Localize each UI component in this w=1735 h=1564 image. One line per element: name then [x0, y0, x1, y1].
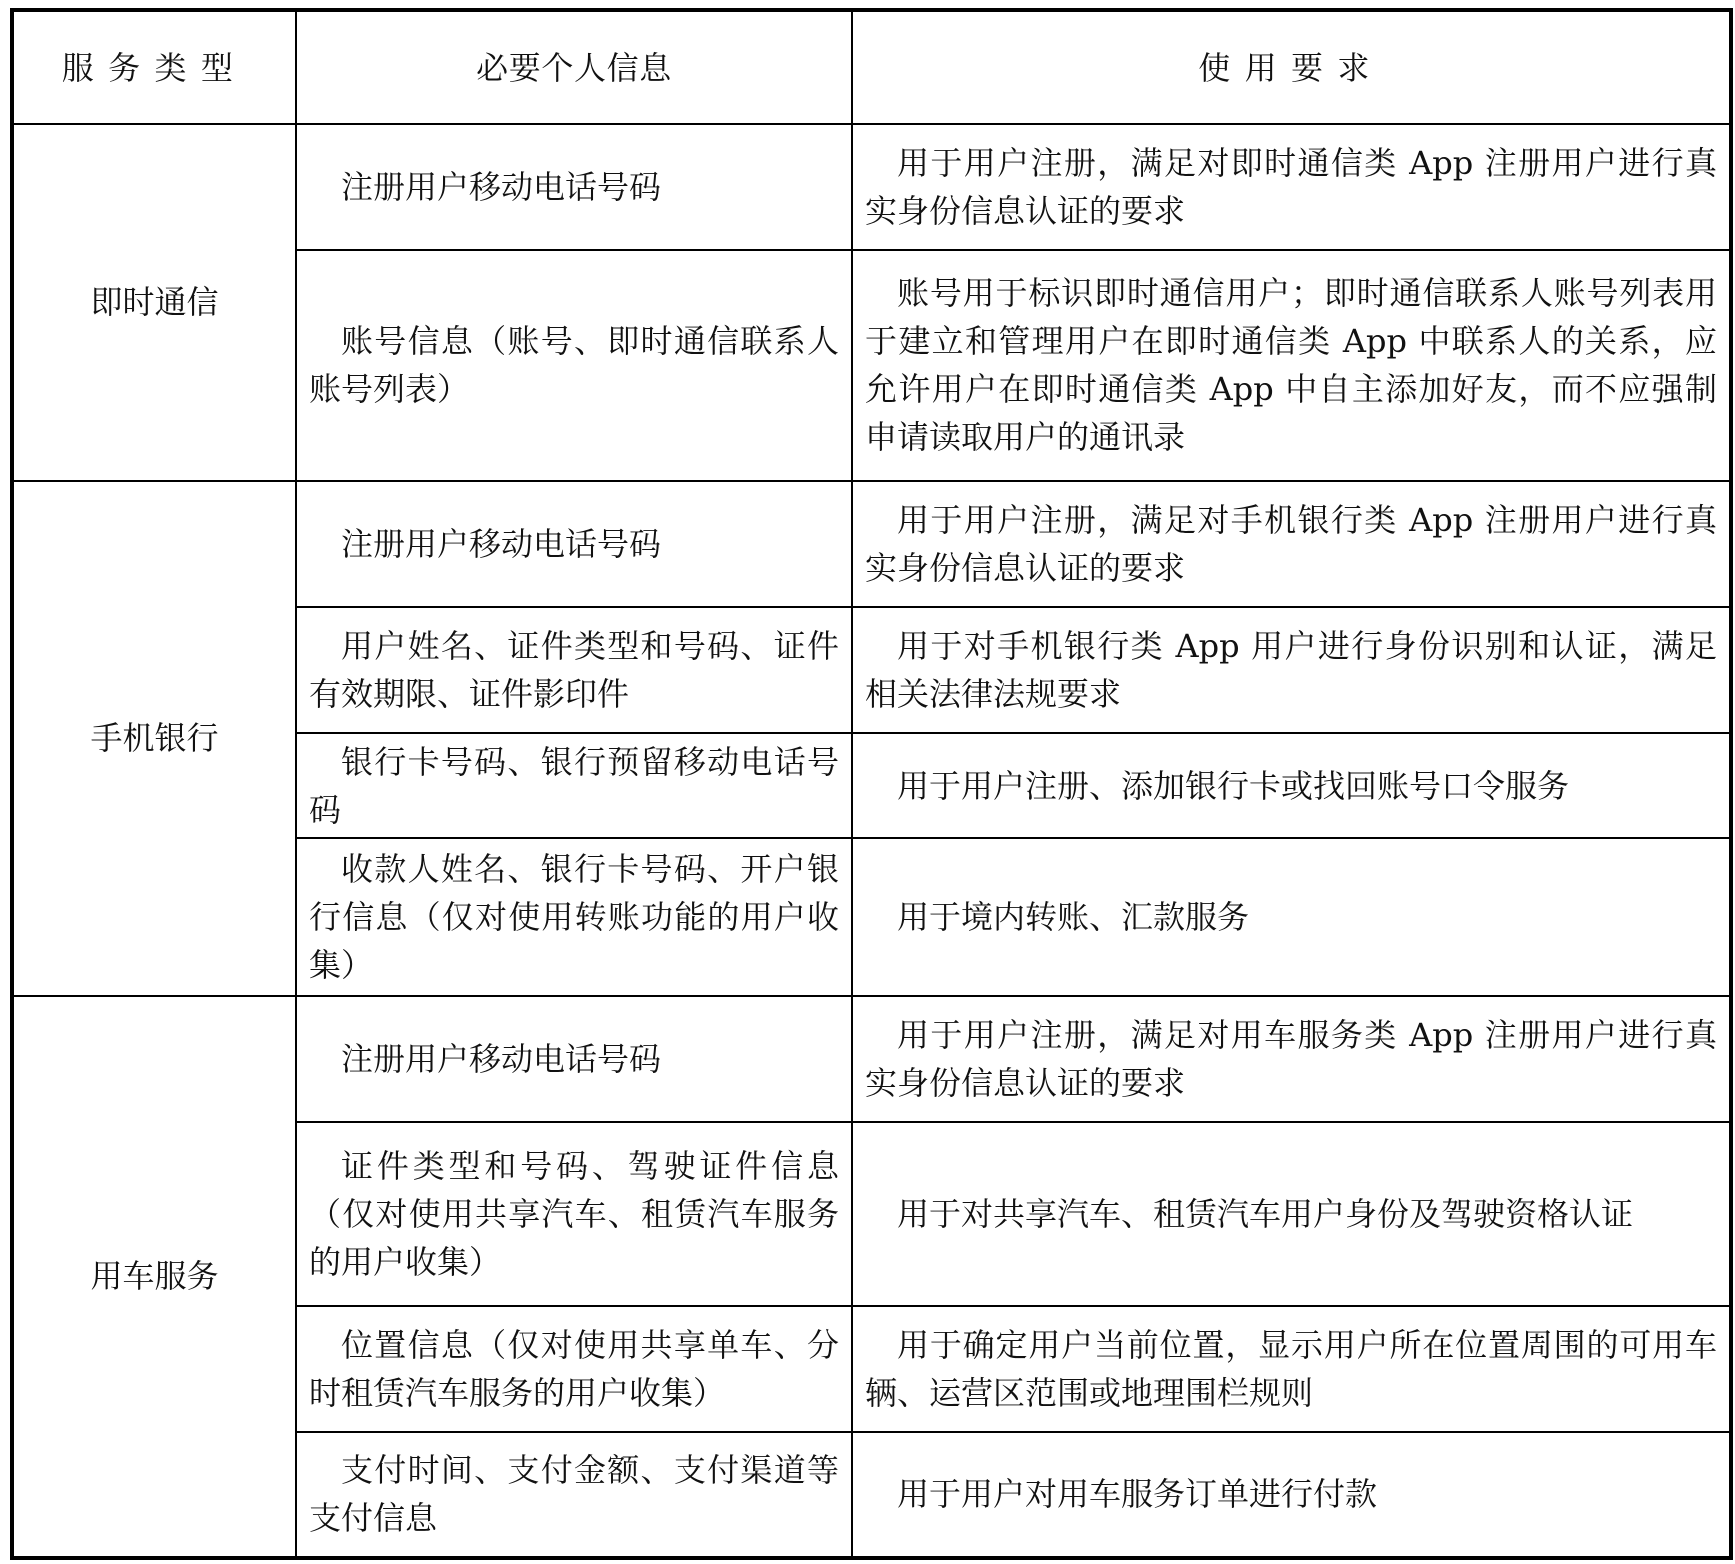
usage-cell: 用于确定用户当前位置，显示用户所在位置周围的可用车辆、运营区范围或地理围栏规则 [852, 1306, 1731, 1432]
table-row [12, 996, 1731, 1122]
category-cell: 用车服务 [12, 996, 296, 1558]
category-cell: 手机银行 [12, 481, 296, 996]
table-row [12, 124, 1731, 250]
header-row [12, 10, 1731, 124]
usage-cell: 用于对手机银行类 App 用户进行身份识别和认证，满足相关法律法规要求 [852, 607, 1731, 733]
info-cell: 注册用户移动电话号码 [296, 124, 852, 250]
info-cell: 位置信息（仅对使用共享单车、分时租赁汽车服务的用户收集） [296, 1306, 852, 1432]
usage-cell: 用于用户注册，满足对即时通信类 App 注册用户进行真实身份信息认证的要求 [852, 124, 1731, 250]
personal-info-table [10, 8, 1733, 1560]
usage-cell: 用于用户注册，满足对用车服务类 App 注册用户进行真实身份信息认证的要求 [852, 996, 1731, 1122]
info-cell: 注册用户移动电话号码 [296, 996, 852, 1122]
info-cell: 注册用户移动电话号码 [296, 481, 852, 607]
info-cell: 用户姓名、证件类型和号码、证件有效期限、证件影印件 [296, 607, 852, 733]
table-row [12, 481, 1731, 607]
usage-cell: 用于用户对用车服务订单进行付款 [852, 1432, 1731, 1558]
usage-cell: 用于用户注册、添加银行卡或找回账号口令服务 [852, 733, 1731, 839]
category-cell: 即时通信 [12, 124, 296, 481]
info-cell: 账号信息（账号、即时通信联系人账号列表） [296, 250, 852, 481]
usage-cell: 用于用户注册，满足对手机银行类 App 注册用户进行真实身份信息认证的要求 [852, 481, 1731, 607]
info-cell: 收款人姓名、银行卡号码、开户银行信息（仅对使用转账功能的用户收集） [296, 838, 852, 995]
usage-cell: 账号用于标识即时通信用户；即时通信联系人账号列表用于建立和管理用户在即时通信类 App 中联系人的关系，应允许用户在即时通信类 App 中自主添加好友，而不应强制申请读取用户的通讯录 [852, 250, 1731, 481]
header-required-info: 必要个人信息 [296, 10, 852, 124]
usage-cell: 用于对共享汽车、租赁汽车用户身份及驾驶资格认证 [852, 1122, 1731, 1306]
header-service-type: 服务类型 [12, 10, 296, 124]
info-cell: 支付时间、支付金额、支付渠道等支付信息 [296, 1432, 852, 1558]
info-cell: 银行卡号码、银行预留移动电话号码 [296, 733, 852, 839]
usage-cell: 用于境内转账、汇款服务 [852, 838, 1731, 995]
header-usage-requirement: 使用要求 [852, 10, 1731, 124]
info-cell: 证件类型和号码、驾驶证件信息（仅对使用共享汽车、租赁汽车服务的用户收集） [296, 1122, 852, 1306]
